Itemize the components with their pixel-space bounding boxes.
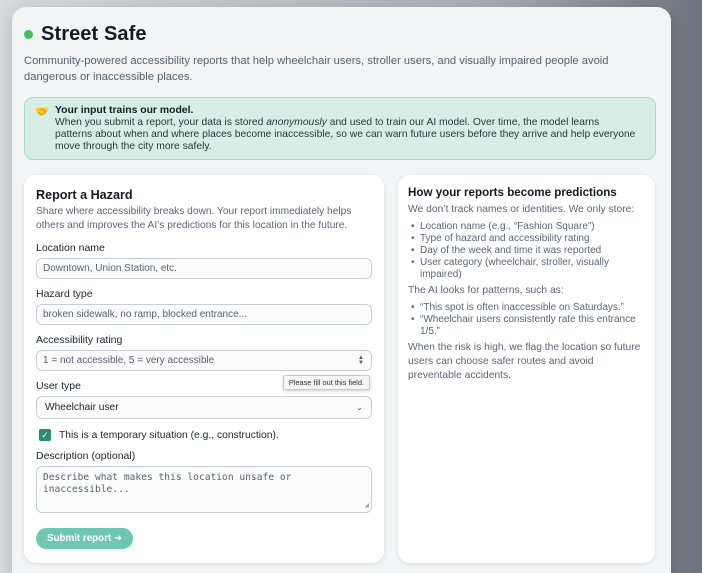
page-subtitle: Community-powered accessibility reports that help wheelchair users, stroller users, and visually impaired people avoid dangerous or inaccessible places. (24, 55, 609, 83)
description-textarea[interactable] (36, 466, 372, 513)
patterns-list (408, 302, 645, 337)
list-item: • Type of hazard and accessibility rating (408, 233, 645, 245)
resize-grip-icon[interactable]: ◢ (364, 501, 369, 509)
rating-input[interactable] (36, 350, 372, 371)
temporary-label[interactable]: This is a temporary situation (e.g., construction). (59, 429, 279, 441)
notice-title: Your input trains our model. (55, 105, 194, 116)
predictions-info-card (398, 175, 655, 563)
location-label: Location name (36, 242, 105, 254)
list-item: • Day of the week and time it was reported (408, 245, 645, 257)
validation-tooltip: Please fill out this field. (283, 375, 370, 390)
hazard-type-input[interactable] (36, 304, 372, 325)
location-input[interactable] (36, 258, 372, 279)
info-closing: When the risk is high, we flag the location so future users can choose safer routes and avoid preventable accidents. (408, 342, 641, 381)
description-label: Description (optional) (36, 450, 136, 462)
info-title: How your reports become predictions (408, 186, 617, 199)
description-placeholder: Describe what makes this location unsafe or inaccessible... (43, 472, 292, 495)
patterns-intro: The AI looks for patterns, such as: (408, 285, 564, 296)
header (24, 21, 656, 47)
page-title: Street Safe (41, 22, 147, 45)
list-item: • User category (wheelchair, stroller, visually impaired) (408, 257, 645, 280)
rating-label: Accessibility rating (36, 334, 123, 346)
notice-text-emphasis: anonymously (266, 117, 327, 128)
temporary-row (36, 429, 372, 441)
location-placeholder: Downtown, Union Station, etc. (43, 263, 177, 274)
form-description: Share where accessibility breaks down. Your report immediately helps others and improves the AI’s predictions for this location in the future. (36, 206, 352, 231)
list-item: • “This spot is often inaccessible on Saturdays.” (408, 302, 645, 314)
submit-report-button[interactable]: Submit report ➜ (36, 528, 133, 549)
notice-text-after: and used to train our AI model. Over time, the model learns patterns about when and where places become inaccessible, so we can warn future users before they arrive and help everyone move through the city more safely. (55, 117, 636, 152)
user-type-value: Wheelchair user (45, 402, 119, 413)
handshake-icon: 🤝 (35, 106, 49, 118)
number-spinner-icon[interactable]: ▲ ▼ (358, 355, 364, 366)
notice-body (55, 105, 637, 153)
list-item: • “Wheelchair users consistently rate this entrance 1/5.” (408, 314, 645, 337)
training-notice (24, 97, 656, 160)
info-intro: We don’t track names or identities. We only store: (408, 204, 635, 215)
chevron-down-icon: ⌄ (356, 403, 363, 412)
hazard-placeholder: broken sidewalk, no ramp, blocked entrance... (43, 309, 247, 320)
status-dot (24, 30, 33, 39)
content-cards (24, 175, 656, 563)
app-window (12, 7, 671, 573)
rating-placeholder: 1 = not accessible, 5 = very accessible (43, 355, 215, 366)
user-type-select[interactable] (36, 396, 372, 419)
form-title: Report a Hazard (36, 188, 133, 202)
stored-data-list (408, 221, 645, 280)
user-type-label: User type (36, 380, 81, 392)
temporary-checkbox[interactable]: ✓ (39, 429, 51, 441)
notice-text-before: When you submit a report, your data is stored (55, 117, 267, 128)
list-item: • Location name (e.g., “Fashion Square”) (408, 221, 645, 233)
report-hazard-form (24, 175, 384, 563)
hazard-label: Hazard type (36, 288, 93, 300)
